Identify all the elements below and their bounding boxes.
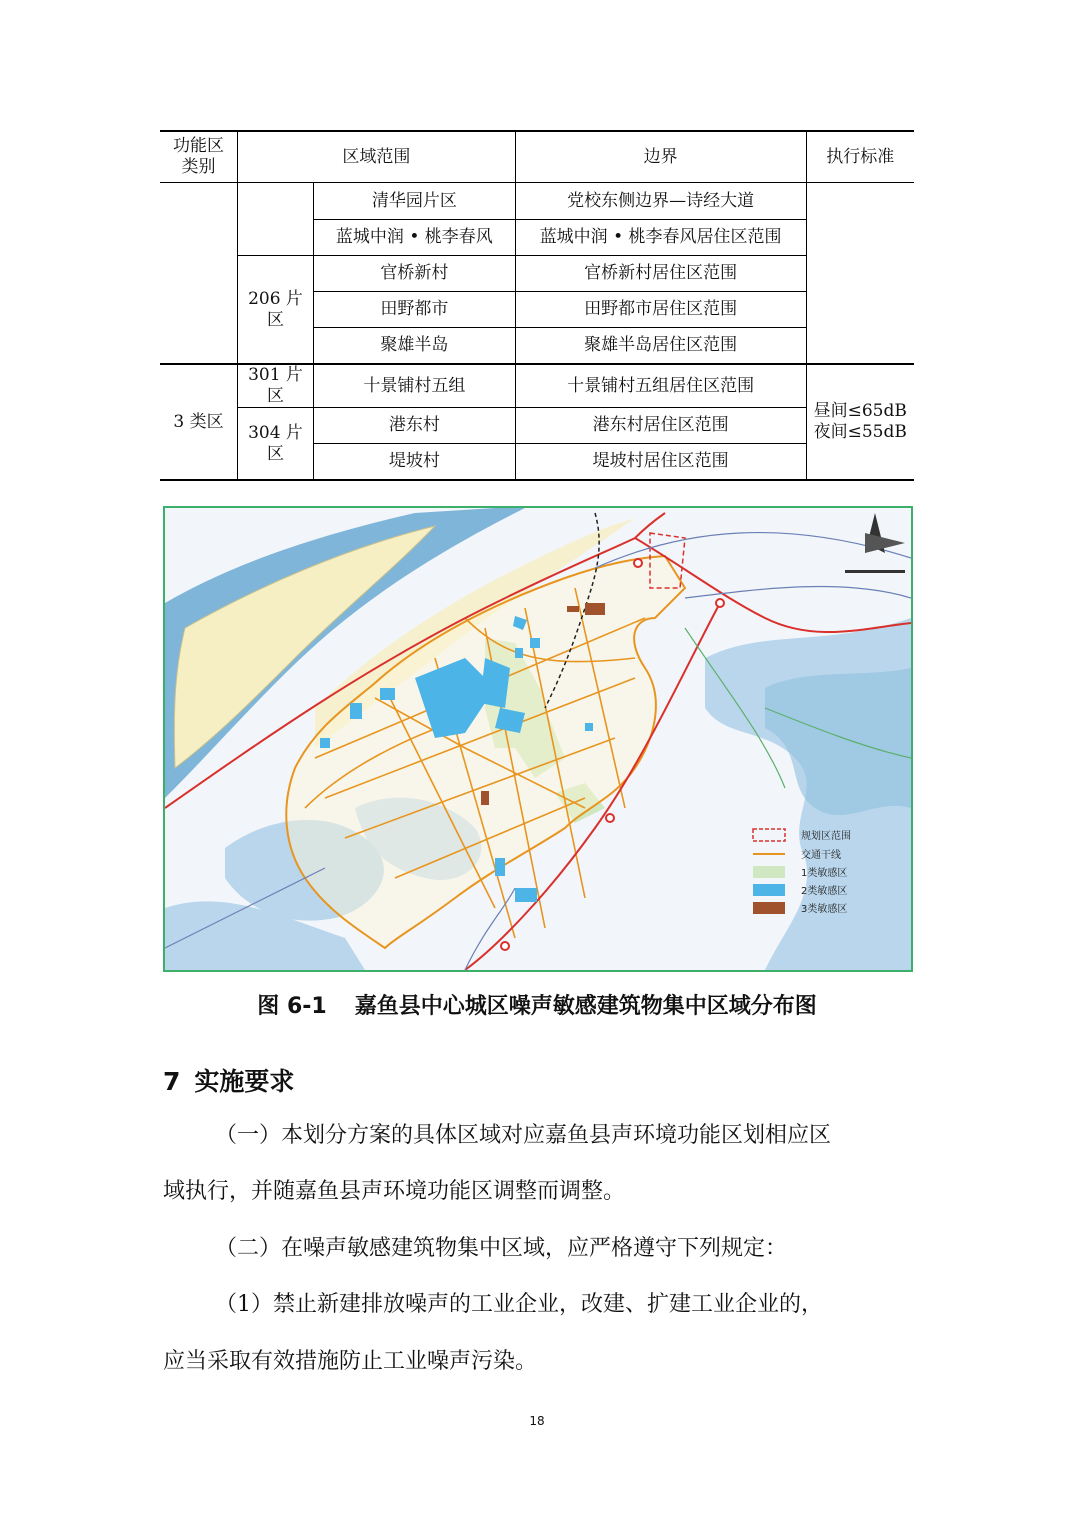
sub-area-cell: 清华园片区 [314, 183, 516, 220]
table-row [160, 408, 914, 444]
paragraph-line: （二）在噪声敏感建筑物集中区域，应严格遵守下列规定： [215, 1236, 788, 1261]
sub-area-cell: 堤坡村 [314, 444, 516, 481]
legend-label: 规划区范围 [801, 831, 851, 842]
boundary-cell: 田野都市居住区范围 [515, 292, 806, 328]
table-row [160, 183, 914, 220]
header-category-line2: 类别 [181, 157, 216, 177]
paragraph-line: （一）本划分方案的具体区域对应嘉鱼县声环境功能区划相应区 [215, 1123, 832, 1148]
sub-area-cell: 港东村 [314, 408, 516, 444]
standard-cell-empty [806, 183, 914, 365]
section-title: 实施要求 [194, 1067, 295, 1096]
section-heading [163, 1062, 294, 1098]
sub-area-cell: 蓝城中润 • 桃李春风 [314, 220, 516, 256]
legend-label: 交通干线 [801, 850, 841, 861]
category-cell-empty [160, 183, 238, 365]
standard-cell [806, 364, 914, 480]
header-standard: 执行标准 [806, 131, 914, 183]
header-boundary: 边界 [515, 131, 806, 183]
page-number: 18 [529, 1414, 545, 1428]
noise-sensitive-area-map [163, 506, 913, 972]
zone-cell-empty [238, 183, 314, 256]
sub-area-cell: 官桥新村 [314, 256, 516, 292]
header-area: 区域范围 [238, 131, 516, 183]
legend-swatch-zone2 [753, 884, 785, 896]
boundary-cell: 党校东侧边界—诗经大道 [515, 183, 806, 220]
table-row [160, 256, 914, 292]
sub-area-cell: 十景铺村五组 [314, 364, 516, 408]
table-row [160, 364, 914, 408]
paragraph-line: 应当采取有效措施防止工业噪声污染。 [163, 1349, 538, 1374]
legend-swatch-zone1 [753, 866, 785, 878]
boundary-cell: 港东村居住区范围 [515, 408, 806, 444]
boundary-cell: 聚雄半岛居住区范围 [515, 328, 806, 365]
boundary-cell: 堤坡村居住区范围 [515, 444, 806, 481]
zone-cell: 304 片区 [238, 408, 314, 481]
boundary-cell: 蓝城中润 • 桃李春风居住区范围 [515, 220, 806, 256]
sub-area-cell: 聚雄半岛 [314, 328, 516, 365]
header-category [160, 131, 238, 183]
boundary-cell: 十景铺村五组居住区范围 [515, 364, 806, 408]
legend-swatch-zone3 [753, 902, 785, 914]
zone-cell: 301 片区 [238, 364, 314, 408]
zone-cell: 206 片区 [238, 256, 314, 365]
legend-label: 3类敏感区 [801, 904, 848, 915]
sub-area-cell: 田野都市 [314, 292, 516, 328]
figure-number: 图 6-1 [257, 994, 327, 1019]
legend-label: 2类敏感区 [801, 886, 848, 897]
section-number: 7 [163, 1067, 181, 1096]
paragraph-line: （1）禁止新建排放噪声的工业企业，改建、扩建工业企业的， [215, 1292, 823, 1317]
standard-night: 夜间≤55dB [813, 422, 907, 442]
boundary-cell: 官桥新村居住区范围 [515, 256, 806, 292]
standard-day: 昼间≤65dB [813, 401, 907, 421]
legend-label: 1类敏感区 [801, 868, 848, 879]
figure-title: 嘉鱼县中心城区噪声敏感建筑物集中区域分布图 [354, 994, 817, 1019]
category-cell: 3 类区 [160, 364, 238, 480]
figure-caption [0, 989, 1074, 1020]
table-header-row [160, 131, 914, 183]
paragraph-line: 域执行，并随嘉鱼县声环境功能区调整而调整。 [163, 1179, 626, 1204]
noise-zone-table [160, 130, 914, 481]
header-category-line1: 功能区 [173, 136, 224, 156]
map-svg [165, 508, 911, 970]
